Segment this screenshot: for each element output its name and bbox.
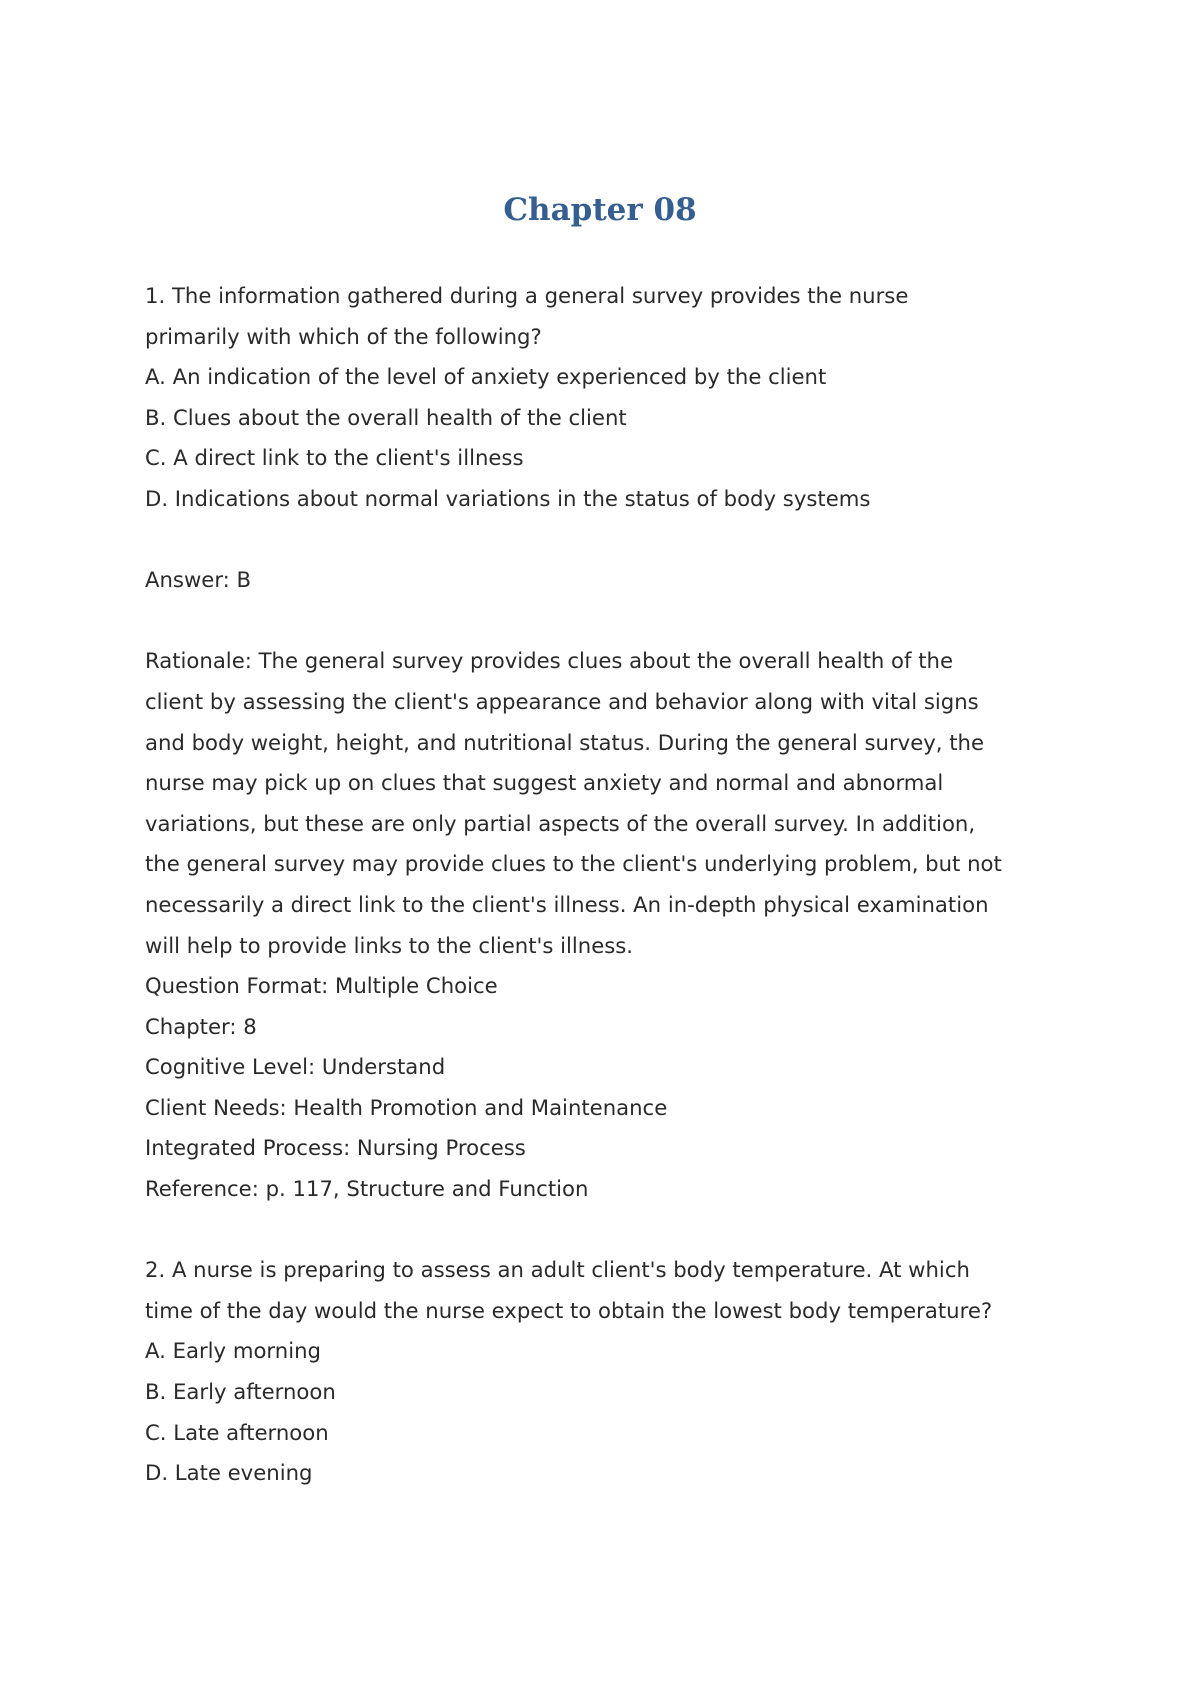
meta-client-needs: Client Needs: Health Promotion and Maintenance — [145, 1094, 668, 1120]
option-d: D. Late evening — [145, 1460, 313, 1486]
option-a: A. An indication of the level of anxiety experienced by the client — [145, 364, 827, 390]
meta-cognitive-level: Cognitive Level: Understand — [145, 1054, 446, 1080]
meta-question-format: Question Format: Multiple Choice — [145, 973, 498, 999]
meta-chapter: Chapter: 8 — [145, 1013, 257, 1039]
option-b: B. Clues about the overall health of the client — [145, 404, 627, 430]
option-c: C. A direct link to the client's illness — [145, 445, 524, 471]
spacer — [145, 520, 1065, 561]
meta-integrated-process: Integrated Process: Nursing Process — [145, 1135, 526, 1161]
rationale-line: and body weight, height, and nutritional status. During the general survey, the — [145, 729, 985, 755]
option-d: D. Indications about normal variations in the status of body systems — [145, 485, 871, 511]
question-stem-line: 2. A nurse is preparing to assess an adult client's body temperature. At which — [145, 1257, 970, 1283]
question-stem-line: 1. The information gathered during a general survey provides the nurse — [145, 283, 909, 308]
rationale-line: variations, but these are only partial aspects of the overall survey. In addition, — [145, 810, 976, 836]
option-b: B. Early afternoon — [145, 1379, 336, 1405]
rationale-line: the general survey may provide clues to the client's underlying problem, but not — [145, 851, 1002, 877]
answer-line: Answer: B — [145, 567, 252, 593]
rationale-line: will help to provide links to the client's illness. — [145, 932, 634, 958]
spacer — [145, 1210, 1065, 1251]
rationale-line: necessarily a direct link to the client's illness. An in-depth physical examination — [145, 891, 989, 917]
rationale-line: nurse may pick up on clues that suggest anxiety and normal and abnormal — [145, 770, 944, 796]
question-stem-line: primarily with which of the following? — [145, 323, 542, 349]
spacer — [145, 601, 1065, 642]
question-2 — [145, 1250, 1065, 1494]
document-body — [145, 276, 1065, 1494]
rationale-line: client by assessing the client's appearance and behavior along with vital signs — [145, 688, 979, 714]
question-stem-line: time of the day would the nurse expect to obtain the lowest body temperature? — [145, 1297, 993, 1323]
rationale-line: Rationale: The general survey provides clues about the overall health of the — [145, 648, 953, 674]
question-1 — [145, 276, 1065, 1210]
meta-reference: Reference: p. 117, Structure and Function — [145, 1176, 589, 1202]
option-a: A. Early morning — [145, 1338, 321, 1364]
chapter-title: Chapter 08 — [503, 192, 697, 228]
option-c: C. Late afternoon — [145, 1419, 329, 1445]
